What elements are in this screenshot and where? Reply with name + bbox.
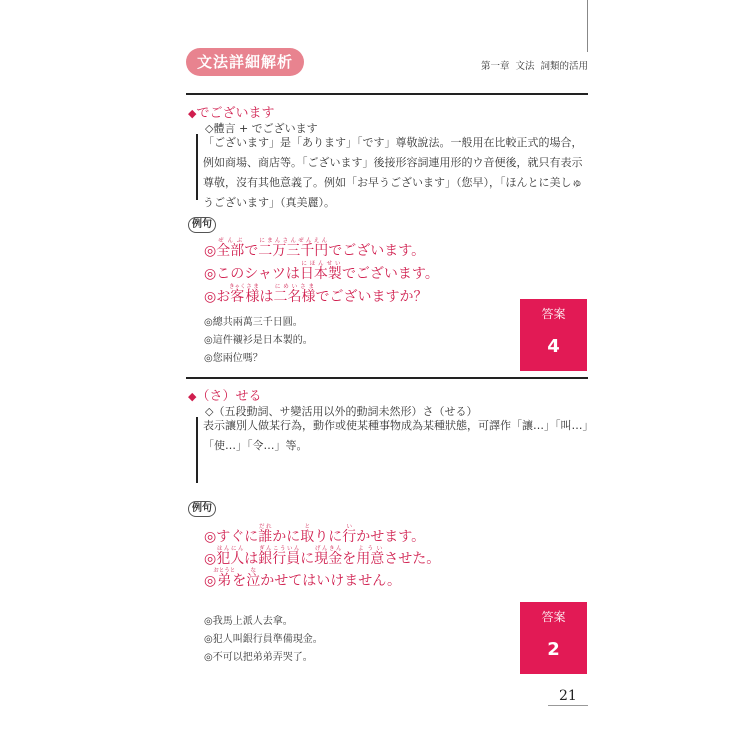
furigana: さま <box>245 284 260 290</box>
furigana: にまんさんぜんえん <box>258 238 329 244</box>
furigana: と <box>300 524 315 530</box>
ruby-word: 全部ぜんぶ <box>216 238 245 259</box>
explanation-bar <box>196 417 198 483</box>
furigana: げんきん <box>314 546 343 552</box>
answer-label: 答案 <box>541 610 566 624</box>
translation: ◎您兩位嗎？ <box>204 353 263 364</box>
grammar-title-text: でございます <box>196 106 275 121</box>
example-sentence: ◎全部ぜんぶで二万三千円にまんさんぜんえんでございます。 <box>204 238 426 259</box>
grammar-formula: ◇體言 + でございます <box>205 122 318 135</box>
grammar-explanation: 「ございます」是「あります」「です」尊敬說法。一般用在比較正式的場合，例如商場、商店等。「ございます」後接形容詞連用形的ウ音便後，就只有表示尊敬，沒有其他意義了。例如「お早うございます」（您早），「ほんとに美しゅうございます」（真美麗）。 <box>203 136 583 209</box>
explanation-bar <box>196 134 198 200</box>
diamond-icon: ◆ <box>188 390 197 403</box>
answer-value: 4 <box>547 336 560 357</box>
translation: ◎我馬上派人去拿。 <box>204 616 293 627</box>
translation: ◎犯人叫銀行員準備現金。 <box>204 634 323 645</box>
example-sentence: ◎犯人はんにんは銀行員ぎんこういんに現金げんきんを用意よういさせた。 <box>204 546 441 567</box>
example-label: 例句 <box>188 501 216 517</box>
example-sentence: ◎弟おとうとを泣なかせてはいけません。 <box>204 568 402 589</box>
answer-box <box>520 602 587 674</box>
grammar-title <box>188 385 261 404</box>
grammar-explanation: 表示讓別人做某行為，動作或使某種事物成為某種狀態，可譯作「讓…」「叫…」「使…」「令…」等。 <box>203 419 588 452</box>
top-rule <box>186 93 588 95</box>
example-sentence: ◎このシャツは日本製にほんせいでございます。 <box>204 261 439 282</box>
section-badge: 文法詳細解析 <box>186 48 304 76</box>
ruby-word: 二名様にめいさま <box>273 284 316 305</box>
translation: ◎不可以把弟弟弄哭了。 <box>204 652 313 663</box>
furigana: な <box>246 568 261 574</box>
page-number-rule <box>548 705 588 706</box>
ruby-word: 泣な <box>246 568 261 589</box>
furigana: はんにん <box>216 546 245 552</box>
grammar-title-text: （さ）せる <box>196 389 262 404</box>
furigana: い <box>342 524 357 530</box>
grammar-formula: ◇（五段動詞、サ變活用以外的動詞未然形）さ（せる） <box>205 405 478 418</box>
answer-box <box>520 299 587 371</box>
furigana: きゃく <box>228 284 246 290</box>
furigana: にほんせい <box>299 261 342 267</box>
ruby-word: 二万三千円にまんさんぜんえん <box>258 238 329 259</box>
ruby-word: 様さま <box>245 284 260 305</box>
answer-label: 答案 <box>541 307 566 321</box>
translation-list <box>204 314 313 368</box>
translation: ◎總共兩萬三千日圓。 <box>204 317 303 328</box>
diamond-icon: ◆ <box>188 107 197 120</box>
ruby-word: 現金げんきん <box>314 546 343 567</box>
example-sentence: ◎すぐに誰だれかに取とりに行いかせます。 <box>204 524 426 545</box>
example-label: 例句 <box>188 217 216 233</box>
ruby-word: 取と <box>300 524 315 545</box>
furigana: ぜんぶ <box>216 238 245 244</box>
example-sentence: ◎お客きゃく様さまは二名様にめいさまでございますか？ <box>204 284 428 305</box>
furigana: ようい <box>356 546 385 552</box>
ruby-word: 銀行員ぎんこういん <box>258 546 301 567</box>
answer-value: 2 <box>547 639 560 660</box>
ruby-word: 誰だれ <box>258 524 273 545</box>
ruby-word: 日本製にほんせい <box>299 261 342 282</box>
page-number: 21 <box>559 688 577 704</box>
translation-list <box>204 613 323 667</box>
furigana: おとうと <box>213 568 236 574</box>
ruby-word: 用意ようい <box>356 546 385 567</box>
furigana: ぎんこういん <box>258 546 301 552</box>
section-rule <box>186 377 588 379</box>
margin-line <box>587 0 588 52</box>
chapter-heading: 第一章 文法 詞類的活用 <box>480 61 588 72</box>
furigana: だれ <box>258 524 273 530</box>
ruby-word: 犯人はんにん <box>216 546 245 567</box>
grammar-title <box>188 102 274 121</box>
ruby-word: 客きゃく <box>228 284 246 305</box>
ruby-word: 弟おとうと <box>213 568 236 589</box>
ruby-word: 行い <box>342 524 357 545</box>
furigana: にめいさま <box>273 284 316 290</box>
translation: ◎這件襯衫是日本製的。 <box>204 335 313 346</box>
